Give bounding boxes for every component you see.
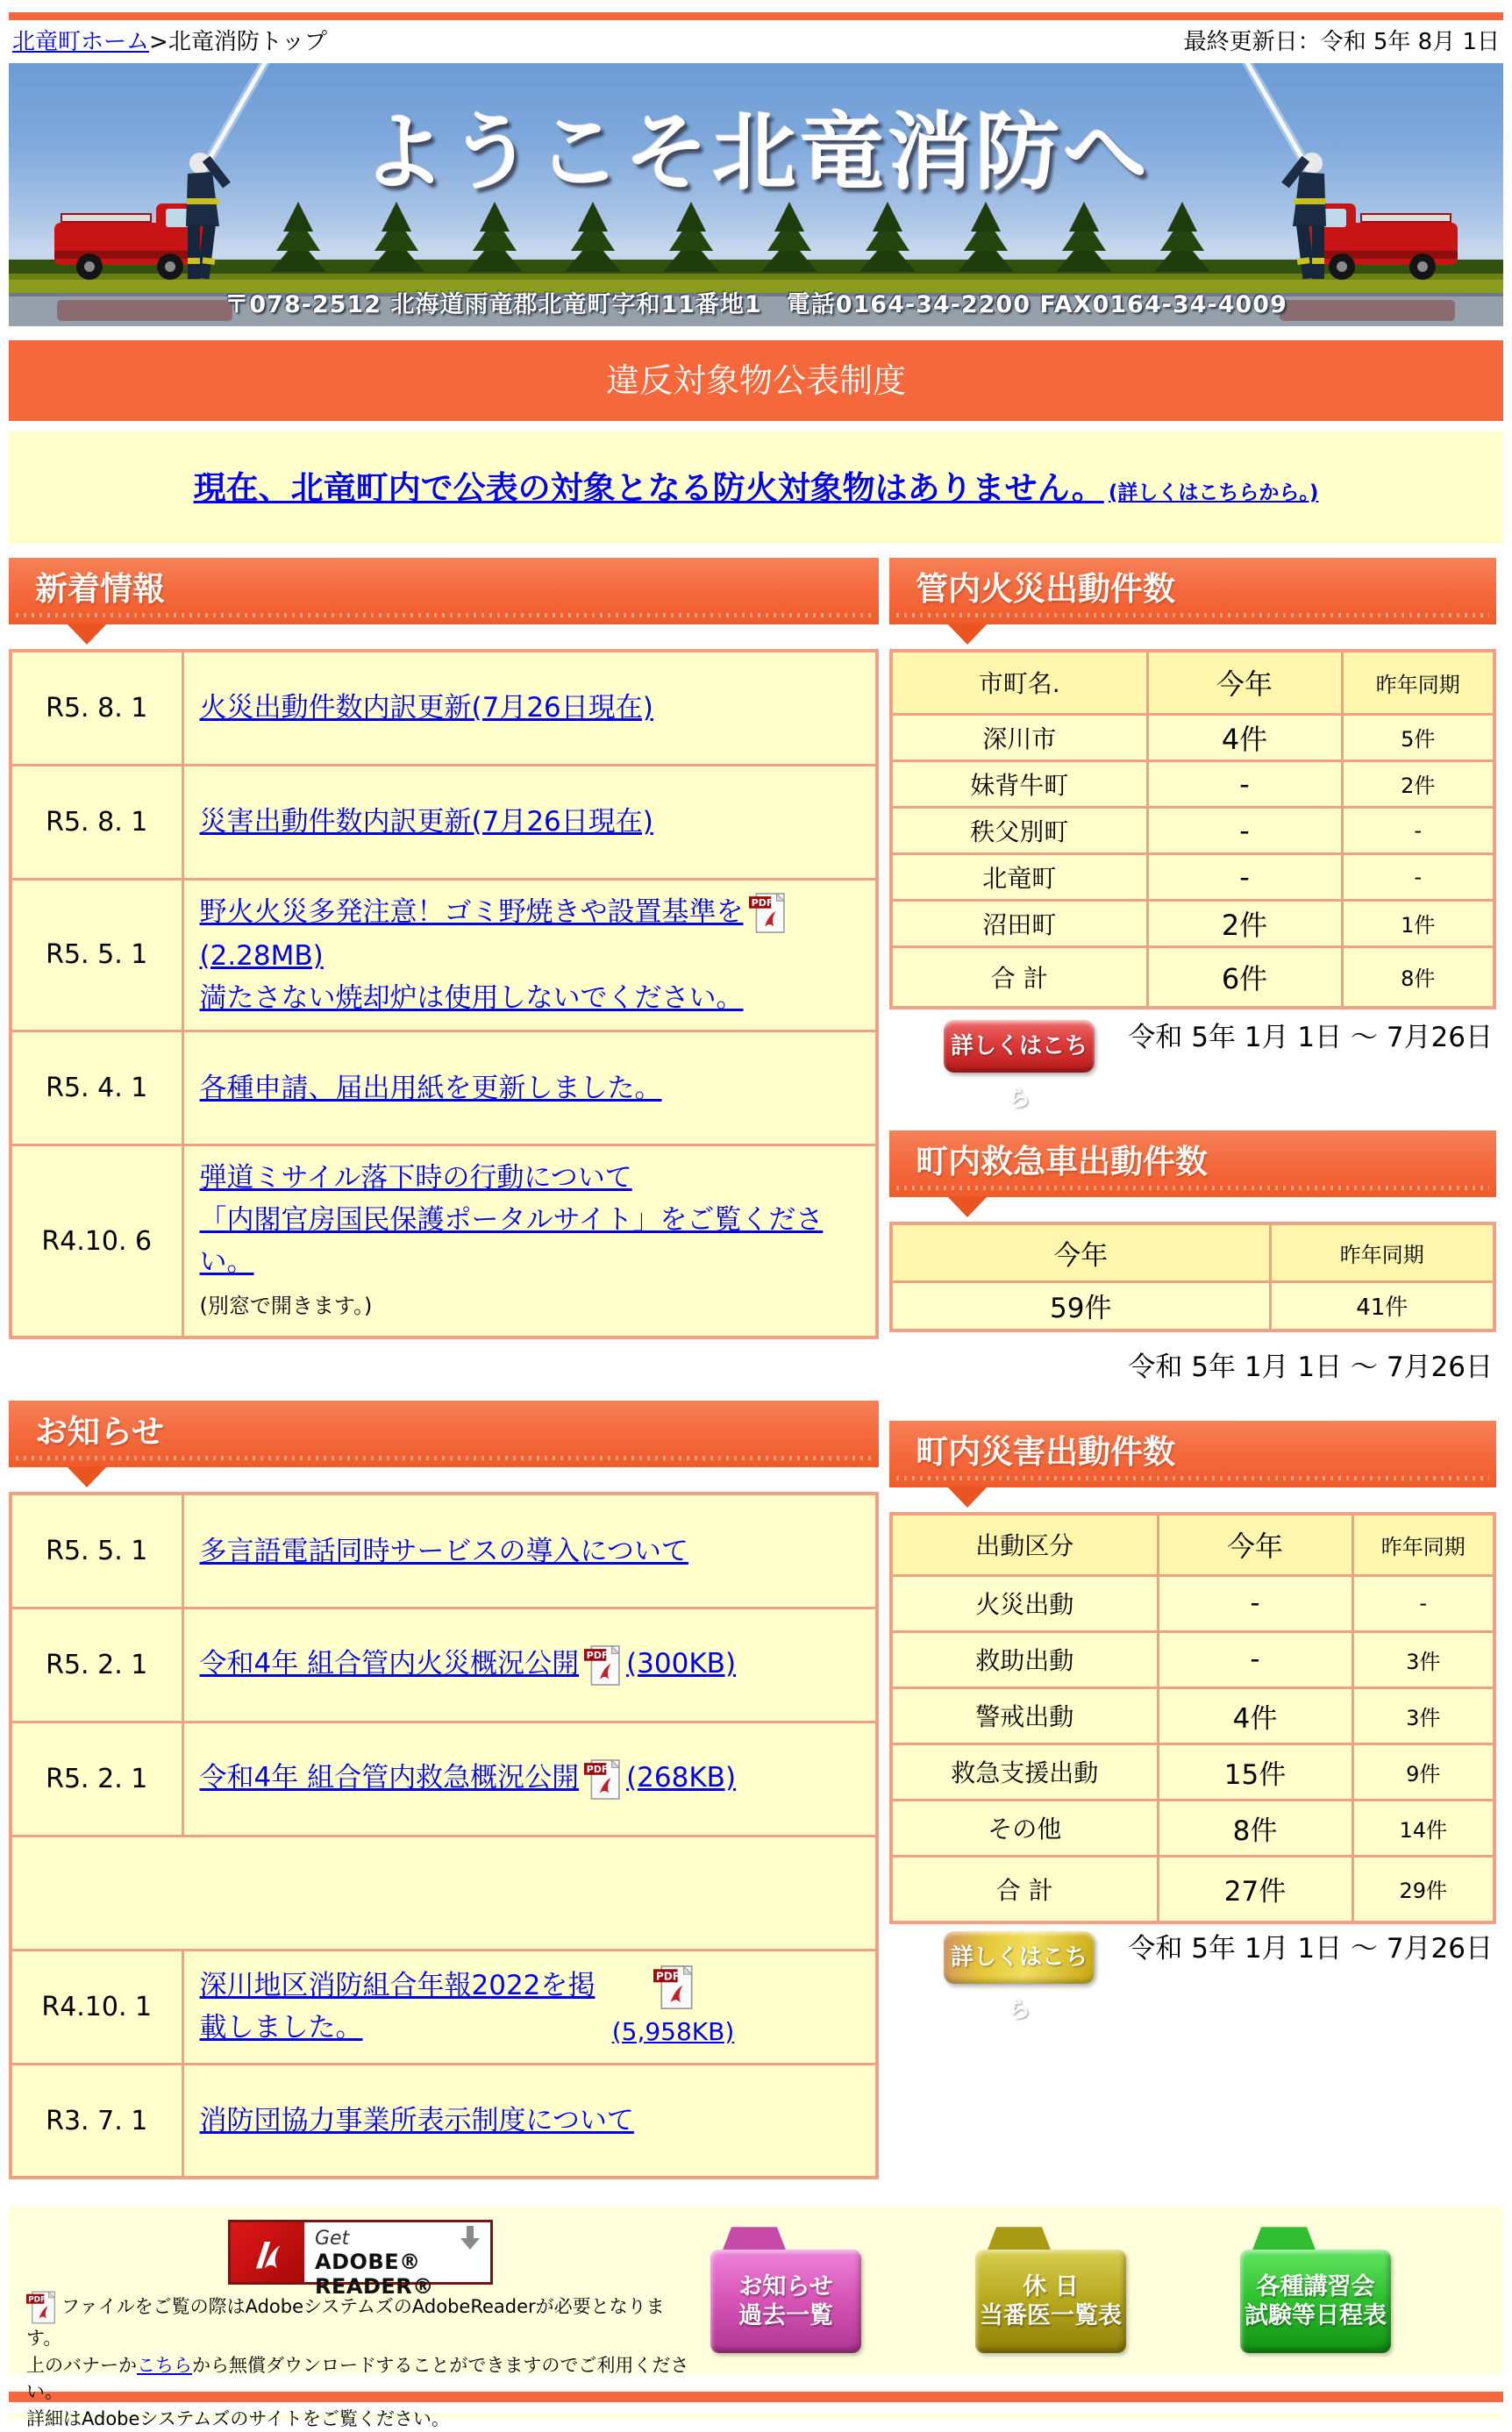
pdf-icon[interactable]: [584, 1758, 621, 1801]
notice-date: R4.10. 1: [11, 1950, 182, 2064]
table-row: [11, 2064, 877, 2178]
table-row: [891, 1575, 1494, 1631]
count-last-year: -: [1342, 807, 1494, 853]
count-last-year: 3件: [1352, 1631, 1494, 1687]
count-this-year: -: [1158, 1575, 1352, 1631]
table-row: [11, 1836, 877, 1950]
count-last-year: 41件: [1270, 1281, 1494, 1330]
adobe-logo-icon: [231, 2222, 304, 2282]
news-date: R5. 8. 1: [11, 765, 182, 879]
notices-section-header: [9, 1401, 879, 1467]
button-label: お知らせ: [738, 2272, 833, 2300]
notice-link[interactable]: 深川地区消防組合年報2022を掲載しました。: [199, 1970, 596, 2044]
count-last-year: 2件: [1342, 760, 1494, 807]
ambulance-title: 町内救急車出動件数: [916, 1143, 1208, 1180]
notice-link[interactable]: 多言語電話同時サービスの導入について: [199, 1535, 688, 1567]
adobe-download-link[interactable]: こちら: [137, 2354, 192, 2376]
disaster-title: 町内災害出動件数: [916, 1433, 1175, 1471]
count-last-year: 5件: [1342, 714, 1494, 760]
count-this-year: 2件: [1147, 900, 1342, 946]
notices-section-title: お知らせ: [35, 1413, 164, 1451]
violation-section-title: 違反対象物公表制度: [9, 340, 1503, 421]
total-this-year: 27件: [1158, 1856, 1352, 1922]
button-label: 試験等日程表: [1245, 2302, 1387, 2330]
count-this-year: 4件: [1147, 714, 1342, 760]
count-this-year: 4件: [1158, 1687, 1352, 1744]
col-header: 今年: [1147, 651, 1342, 714]
pdf-icon: [26, 2290, 56, 2325]
button-label: 過去一覧: [738, 2302, 833, 2330]
section-pointer-triangle: [947, 1196, 988, 1217]
city-name: 秩父別町: [891, 807, 1147, 853]
breadcrumb: [12, 24, 1500, 56]
notice-link[interactable]: 令和4年 組合管内火災概況公開: [199, 1648, 580, 1680]
button-label: 当番医一覧表: [980, 2302, 1122, 2330]
folder-tab: [723, 2227, 786, 2250]
count-this-year: 8件: [1158, 1800, 1352, 1856]
notice-link[interactable]: 消防団協力事業所表示制度について: [199, 2105, 634, 2136]
table-row: [891, 1281, 1494, 1330]
adobe-reader-badge[interactable]: [228, 2220, 493, 2300]
count-last-year: 1件: [1342, 900, 1494, 946]
button-label: 各種講習会: [1256, 2272, 1375, 2300]
folder-tab: [988, 2227, 1051, 2250]
table-total-row: [891, 1856, 1494, 1922]
table-row: [891, 714, 1494, 760]
fire-dispatch-table: [889, 649, 1496, 1009]
table-row: [11, 879, 877, 1031]
news-date: R5. 5. 1: [11, 879, 182, 1031]
col-header: 昨年同期: [1270, 1223, 1494, 1281]
pdf-icon[interactable]: [749, 891, 786, 935]
news-link[interactable]: 弾道ミサイル落下時の行動について: [199, 1162, 632, 1195]
adobe-reader-label: ADOBE® READER®: [315, 2250, 434, 2300]
section-pointer-triangle: [947, 1487, 988, 1508]
table-row: [11, 765, 877, 879]
col-header: 昨年同期: [1352, 1514, 1494, 1575]
table-header-row: [891, 1514, 1494, 1575]
disaster-details-button[interactable]: 詳しくはこちら: [944, 1931, 1095, 1984]
total-this-year: 6件: [1147, 946, 1342, 1008]
count-last-year: -: [1352, 1575, 1494, 1631]
total-last-year: 8件: [1342, 946, 1494, 1008]
table-row: [11, 1722, 877, 1836]
pdf-size-link[interactable]: (5,958KB): [611, 2016, 735, 2046]
col-header: 今年: [1158, 1514, 1352, 1575]
fire-period-text: 令和 5年 1月 1日 ～ 7月26日: [1128, 1022, 1493, 1053]
header-banner-image: [9, 63, 1503, 326]
notice-date: R5. 2. 1: [11, 1608, 182, 1722]
footer-line3: [26, 2406, 693, 2432]
table-row: [891, 1800, 1494, 1856]
breadcrumb-separator: >: [149, 29, 168, 55]
news-link[interactable]: 野火火災多発注意！ゴミ野焼きや設置基準を: [199, 895, 744, 928]
folder-tab: [1252, 2227, 1316, 2250]
news-date: R5. 8. 1: [11, 651, 182, 765]
dispatch-type: 救助出動: [891, 1631, 1158, 1687]
news-date: R5. 4. 1: [11, 1031, 182, 1145]
ambulance-section-header: [889, 1130, 1496, 1197]
fire-details-button[interactable]: 詳しくはこちら: [944, 1020, 1095, 1073]
adobe-get-label: Get: [315, 2228, 350, 2250]
count-this-year: 59件: [891, 1281, 1270, 1330]
col-header: 昨年同期: [1342, 651, 1494, 714]
count-this-year: -: [1147, 853, 1342, 900]
news-link[interactable]: 各種申請、届出用紙を更新しました。: [199, 1072, 662, 1104]
news-link[interactable]: 「内閣官房国民保護ポータルサイト」をご覧ください。: [199, 1204, 824, 1279]
table-row: [891, 760, 1494, 807]
footer-line2-post: から無償ダウンロードすることができますのでご利用ください。: [26, 2354, 689, 2403]
section-pointer-triangle: [67, 624, 107, 645]
download-arrow-icon: [459, 2226, 481, 2252]
count-this-year: -: [1147, 807, 1342, 853]
last-updated-text: 最終更新日：令和 5年 8月 1日: [1183, 29, 1500, 55]
table-row: [891, 1744, 1494, 1800]
footer-line1-text: ファイルをご覧の際はAdobeシステムズのAdobeReaderが必要となります。: [26, 2296, 665, 2350]
top-accent-bar: [9, 12, 1503, 20]
city-name: 妹背牛町: [891, 760, 1147, 807]
breadcrumb-current: 北竜消防トップ: [168, 29, 328, 55]
col-header: 今年: [891, 1223, 1270, 1281]
notice-date: R5. 5. 1: [11, 1494, 182, 1608]
table-row: [11, 1494, 877, 1608]
table-row: [11, 651, 877, 765]
violation-notice-detail-link[interactable]: (詳しくはこちらから。): [1108, 481, 1319, 504]
news-note: (別窓で開きます。): [199, 1294, 373, 1319]
notices-archive-button[interactable]: [710, 2227, 861, 2360]
disaster-table: [889, 1512, 1496, 1924]
count-last-year: -: [1342, 853, 1494, 900]
news-table: [9, 649, 879, 1339]
table-row: [891, 807, 1494, 853]
footer-line2: [26, 2352, 693, 2406]
count-last-year: 9件: [1352, 1744, 1494, 1800]
notices-table: [9, 1492, 879, 2179]
total-last-year: 29件: [1352, 1856, 1494, 1922]
dispatch-type: 火災出動: [891, 1575, 1158, 1631]
count-last-year: 14件: [1352, 1800, 1494, 1856]
ambulance-period-text: 令和 5年 1月 1日 ～ 7月26日: [1128, 1352, 1493, 1383]
city-name: 深川市: [891, 714, 1147, 760]
disaster-section-header: [889, 1421, 1496, 1487]
dispatch-type: その他: [891, 1800, 1158, 1856]
holiday-doctor-list-button[interactable]: [975, 2227, 1126, 2360]
pdf-size-link[interactable]: (300KB): [626, 1648, 737, 1680]
training-schedule-button[interactable]: [1240, 2227, 1391, 2360]
button-label: 休 日: [1023, 2272, 1079, 2300]
table-row: [891, 1631, 1494, 1687]
table-row: [11, 1950, 877, 2064]
ambulance-table: [889, 1222, 1496, 1332]
footer: [9, 2206, 1503, 2429]
pdf-size-link[interactable]: (2.28MB): [199, 940, 324, 972]
fire-dispatch-title: 管内火災出動件数: [916, 570, 1175, 608]
footer-line3-text: 詳細はAdobeシステムズのサイトをご覧ください。: [26, 2407, 450, 2429]
news-date: R4.10. 6: [11, 1145, 182, 1338]
city-name: 沼田町: [891, 900, 1147, 946]
table-header-row: [891, 1223, 1494, 1281]
table-row: [891, 853, 1494, 900]
dispatch-type: 警戒出動: [891, 1687, 1158, 1744]
news-section-header: [9, 558, 879, 624]
table-row: [891, 1687, 1494, 1744]
table-row: [11, 1608, 877, 1722]
disaster-period-text: 令和 5年 1月 1日 ～ 7月26日: [1128, 1933, 1493, 1965]
count-this-year: 15件: [1158, 1744, 1352, 1800]
col-header: 出動区分: [891, 1514, 1158, 1575]
violation-notice-box: [9, 431, 1503, 544]
violation-notice-link[interactable]: 現在、北竜町内で公表の対象となる防火対象物はありません。: [193, 469, 1104, 507]
footer-line1: [26, 2290, 693, 2351]
banner-title: ようこそ北竜消防へ: [361, 103, 1151, 202]
table-row: [11, 1145, 877, 1338]
table-header-row: [891, 651, 1494, 714]
breadcrumb-home-link[interactable]: 北竜町ホーム: [12, 29, 150, 55]
city-name: 北竜町: [891, 853, 1147, 900]
section-pointer-triangle: [67, 1466, 107, 1487]
section-pointer-triangle: [947, 624, 988, 645]
news-link[interactable]: 災害出動件数内訳更新(7月26日現在): [199, 805, 653, 838]
news-link[interactable]: 満たさない焼却炉は使用しないでください。: [199, 982, 744, 1015]
count-this-year: -: [1147, 760, 1342, 807]
notice-date: R5. 2. 1: [11, 1722, 182, 1836]
news-link[interactable]: 火災出動件数内訳更新(7月26日現在): [199, 692, 653, 724]
total-label: 合 計: [891, 946, 1147, 1008]
table-row: [891, 900, 1494, 946]
dispatch-type: 救急支援出動: [891, 1744, 1158, 1800]
pdf-size-link[interactable]: (268KB): [626, 1762, 737, 1794]
col-header: 市町名.: [891, 651, 1147, 714]
notice-date: R3. 7. 1: [11, 2064, 182, 2178]
count-this-year: -: [1158, 1631, 1352, 1687]
notice-link[interactable]: 令和4年 組合管内救急概況公開: [199, 1762, 580, 1794]
count-last-year: 3件: [1352, 1687, 1494, 1744]
pdf-icon[interactable]: [653, 1964, 694, 2011]
news-section-title: 新着情報: [35, 570, 165, 608]
pdf-icon[interactable]: [584, 1644, 621, 1687]
footer-line2-pre: 上のバナーか: [26, 2354, 137, 2376]
table-total-row: [891, 946, 1494, 1008]
banner-address: 〒078-2512 北海道雨竜郡北竜町字和11番地1 電話0164-34-2200 FAX0164-34-4009: [225, 291, 1287, 318]
fire-dispatch-section-header: [889, 558, 1496, 624]
table-row: [11, 1031, 877, 1145]
total-label: 合 計: [891, 1856, 1158, 1922]
